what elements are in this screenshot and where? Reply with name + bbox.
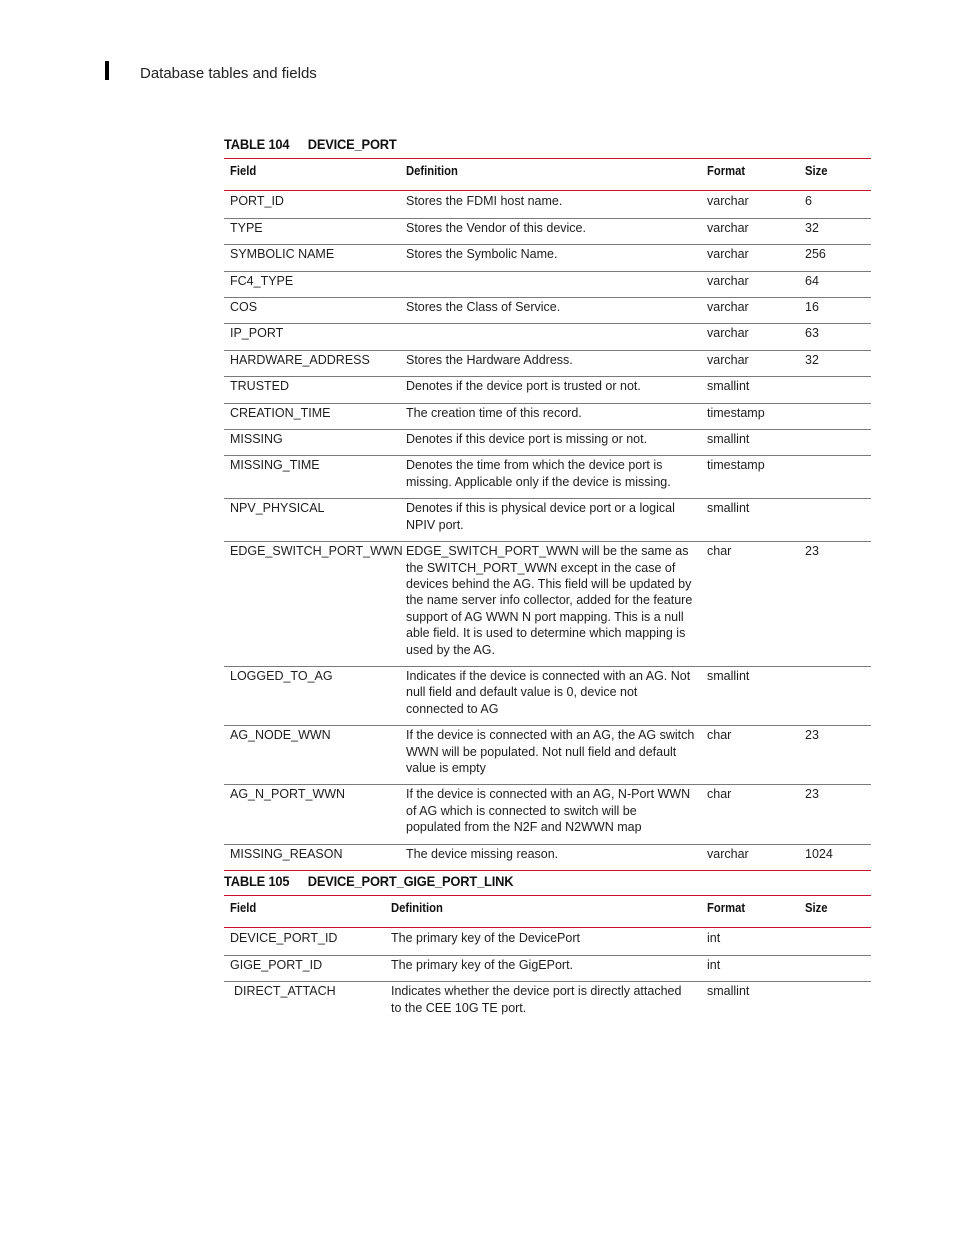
table-105	[224, 895, 871, 1024]
field-cell: TYPE	[230, 220, 263, 235]
table-105-caption-title: DEVICE_PORT_GIGE_PORT_LINK	[307, 873, 514, 889]
table-row	[224, 542, 871, 667]
format-cell: smallint	[707, 668, 750, 683]
size-cell: 64	[805, 273, 819, 288]
table-row	[224, 430, 871, 456]
definition-cell: Indicates whether the device port is directly attached to the CEE 10G TE port.	[391, 984, 682, 1015]
table-105-caption	[224, 873, 819, 895]
table-105-header-size: Size	[805, 901, 828, 915]
size-cell: 6	[805, 194, 812, 209]
definition-cell: The creation time of this record.	[406, 405, 582, 420]
table-row	[224, 456, 871, 499]
definition-cell: Denotes if this device port is missing or not.	[406, 432, 648, 447]
field-cell: SYMBOLIC NAME	[230, 247, 335, 262]
definition-cell: Denotes if this is physical device port or a logical NPIV port.	[406, 501, 675, 532]
definition-cell: The device missing reason.	[406, 846, 559, 861]
table-105-header-field: Field	[230, 901, 257, 915]
table-105-header-format: Format	[707, 901, 746, 915]
table-105-block	[224, 873, 871, 1024]
size-cell: 1024	[805, 846, 833, 861]
field-cell: MISSING	[230, 432, 283, 447]
table-row	[224, 982, 871, 1024]
format-cell: smallint	[707, 379, 750, 394]
definition-cell: If the device is connected with an AG, the AG switch WWN will be populated. Not null field and default value is empty	[406, 728, 695, 775]
table-row	[224, 928, 871, 955]
size-cell	[799, 955, 871, 981]
format-cell: timestamp	[707, 458, 765, 473]
size-cell	[799, 456, 871, 499]
table-row	[224, 844, 871, 870]
table-row	[224, 350, 871, 376]
size-cell: 23	[805, 787, 819, 802]
format-cell: varchar	[707, 194, 749, 209]
format-cell: varchar	[707, 326, 749, 341]
format-cell: smallint	[707, 501, 750, 516]
definition-cell: Denotes the time from which the device port is missing. Applicable only if the device is missing.	[406, 458, 671, 489]
size-cell: 256	[805, 247, 826, 262]
format-cell: char	[707, 787, 732, 802]
table-104-caption-number: TABLE 104	[224, 136, 290, 152]
definition-cell: Stores the Class of Service.	[406, 300, 561, 315]
format-cell: timestamp	[707, 405, 765, 420]
table-row	[224, 191, 871, 218]
definition-cell	[400, 271, 701, 297]
format-cell: varchar	[707, 846, 749, 861]
definition-cell: Stores the Vendor of this device.	[406, 220, 586, 235]
field-cell: PORT_ID	[230, 194, 284, 209]
field-cell: TRUSTED	[230, 379, 290, 394]
table-104-header-definition: Definition	[406, 164, 458, 178]
definition-cell: Indicates if the device is connected with an AG. Not null field and default value is 0, device not connected to AG	[406, 668, 691, 716]
field-cell: NPV_PHYSICAL	[230, 501, 325, 516]
definition-cell: Stores the Symbolic Name.	[406, 247, 558, 262]
table-104	[224, 158, 871, 871]
definition-cell: Stores the Hardware Address.	[406, 352, 573, 367]
format-cell: smallint	[707, 432, 750, 447]
table-104-header-row	[224, 159, 871, 191]
table-104-caption-title: DEVICE_PORT	[307, 136, 397, 152]
field-cell: LOGGED_TO_AG	[230, 668, 333, 683]
table-row	[224, 298, 871, 324]
table-row	[224, 726, 871, 785]
table-105-header-row	[224, 896, 871, 928]
table-row	[224, 218, 871, 244]
field-cell: DIRECT_ATTACH	[234, 984, 336, 999]
size-cell	[799, 982, 871, 1024]
format-cell: char	[707, 544, 732, 559]
margin-change-bar	[105, 61, 109, 80]
definition-cell	[400, 324, 701, 350]
field-cell: COS	[230, 300, 258, 315]
field-cell: EDGE_SWITCH_PORT_WWN	[230, 544, 403, 559]
size-cell: 63	[805, 326, 819, 341]
definition-cell: Denotes if the device port is trusted or not.	[406, 379, 641, 394]
table-row	[224, 271, 871, 297]
table-row	[224, 245, 871, 271]
definition-cell: The primary key of the DevicePort	[391, 931, 580, 946]
table-row	[224, 955, 871, 981]
format-cell: int	[707, 957, 721, 972]
size-cell	[799, 403, 871, 429]
format-cell: varchar	[707, 300, 749, 315]
table-104-caption	[224, 136, 819, 158]
field-cell: AG_NODE_WWN	[230, 728, 331, 743]
size-cell: 32	[805, 220, 819, 235]
table-row	[224, 666, 871, 725]
definition-cell: Stores the FDMI host name.	[406, 194, 563, 209]
definition-cell: EDGE_SWITCH_PORT_WWN will be the same as the SWITCH_PORT_WWN except in the case of devices behind the AG. This field will be updated by the name server info collector, added for the feature support of AG WWN N port mapping. This is a null able field. It is used to determine which mapping is used by the AG.	[406, 544, 693, 657]
table-104-header-field: Field	[230, 164, 257, 178]
field-cell: DEVICE_PORT_ID	[230, 931, 338, 946]
format-cell: int	[707, 931, 721, 946]
table-104-block	[224, 136, 871, 871]
table-105-caption-number: TABLE 105	[224, 873, 290, 889]
format-cell: char	[707, 728, 732, 743]
table-row	[224, 324, 871, 350]
definition-cell: If the device is connected with an AG, N-Port WWN of AG which is connected to switch will be populated from the N2F and N2WWN map	[406, 787, 691, 835]
table-row	[224, 377, 871, 403]
size-cell	[799, 499, 871, 542]
field-cell: MISSING_REASON	[230, 846, 343, 861]
size-cell: 32	[805, 352, 819, 367]
field-cell: HARDWARE_ADDRESS	[230, 352, 370, 367]
field-cell: MISSING_TIME	[230, 458, 320, 473]
field-cell: AG_N_PORT_WWN	[230, 787, 346, 802]
format-cell: varchar	[707, 247, 749, 262]
format-cell: varchar	[707, 273, 749, 288]
table-row	[224, 785, 871, 844]
field-cell: GIGE_PORT_ID	[230, 957, 323, 972]
format-cell: smallint	[707, 984, 750, 999]
size-cell	[799, 377, 871, 403]
running-header: Database tables and fields	[140, 65, 317, 82]
field-cell: CREATION_TIME	[230, 405, 331, 420]
format-cell: varchar	[707, 220, 749, 235]
table-row	[224, 403, 871, 429]
size-cell: 16	[805, 300, 819, 315]
definition-cell: The primary key of the GigEPort.	[391, 957, 574, 972]
table-row	[224, 499, 871, 542]
size-cell	[799, 928, 871, 955]
field-cell: IP_PORT	[230, 326, 284, 341]
table-105-header-definition: Definition	[391, 901, 443, 915]
size-cell: 23	[805, 728, 819, 743]
size-cell: 23	[805, 544, 819, 559]
table-104-header-format: Format	[707, 164, 746, 178]
table-104-header-size: Size	[805, 164, 828, 178]
size-cell	[799, 430, 871, 456]
format-cell: varchar	[707, 352, 749, 367]
field-cell: FC4_TYPE	[230, 273, 294, 288]
size-cell	[799, 666, 871, 725]
